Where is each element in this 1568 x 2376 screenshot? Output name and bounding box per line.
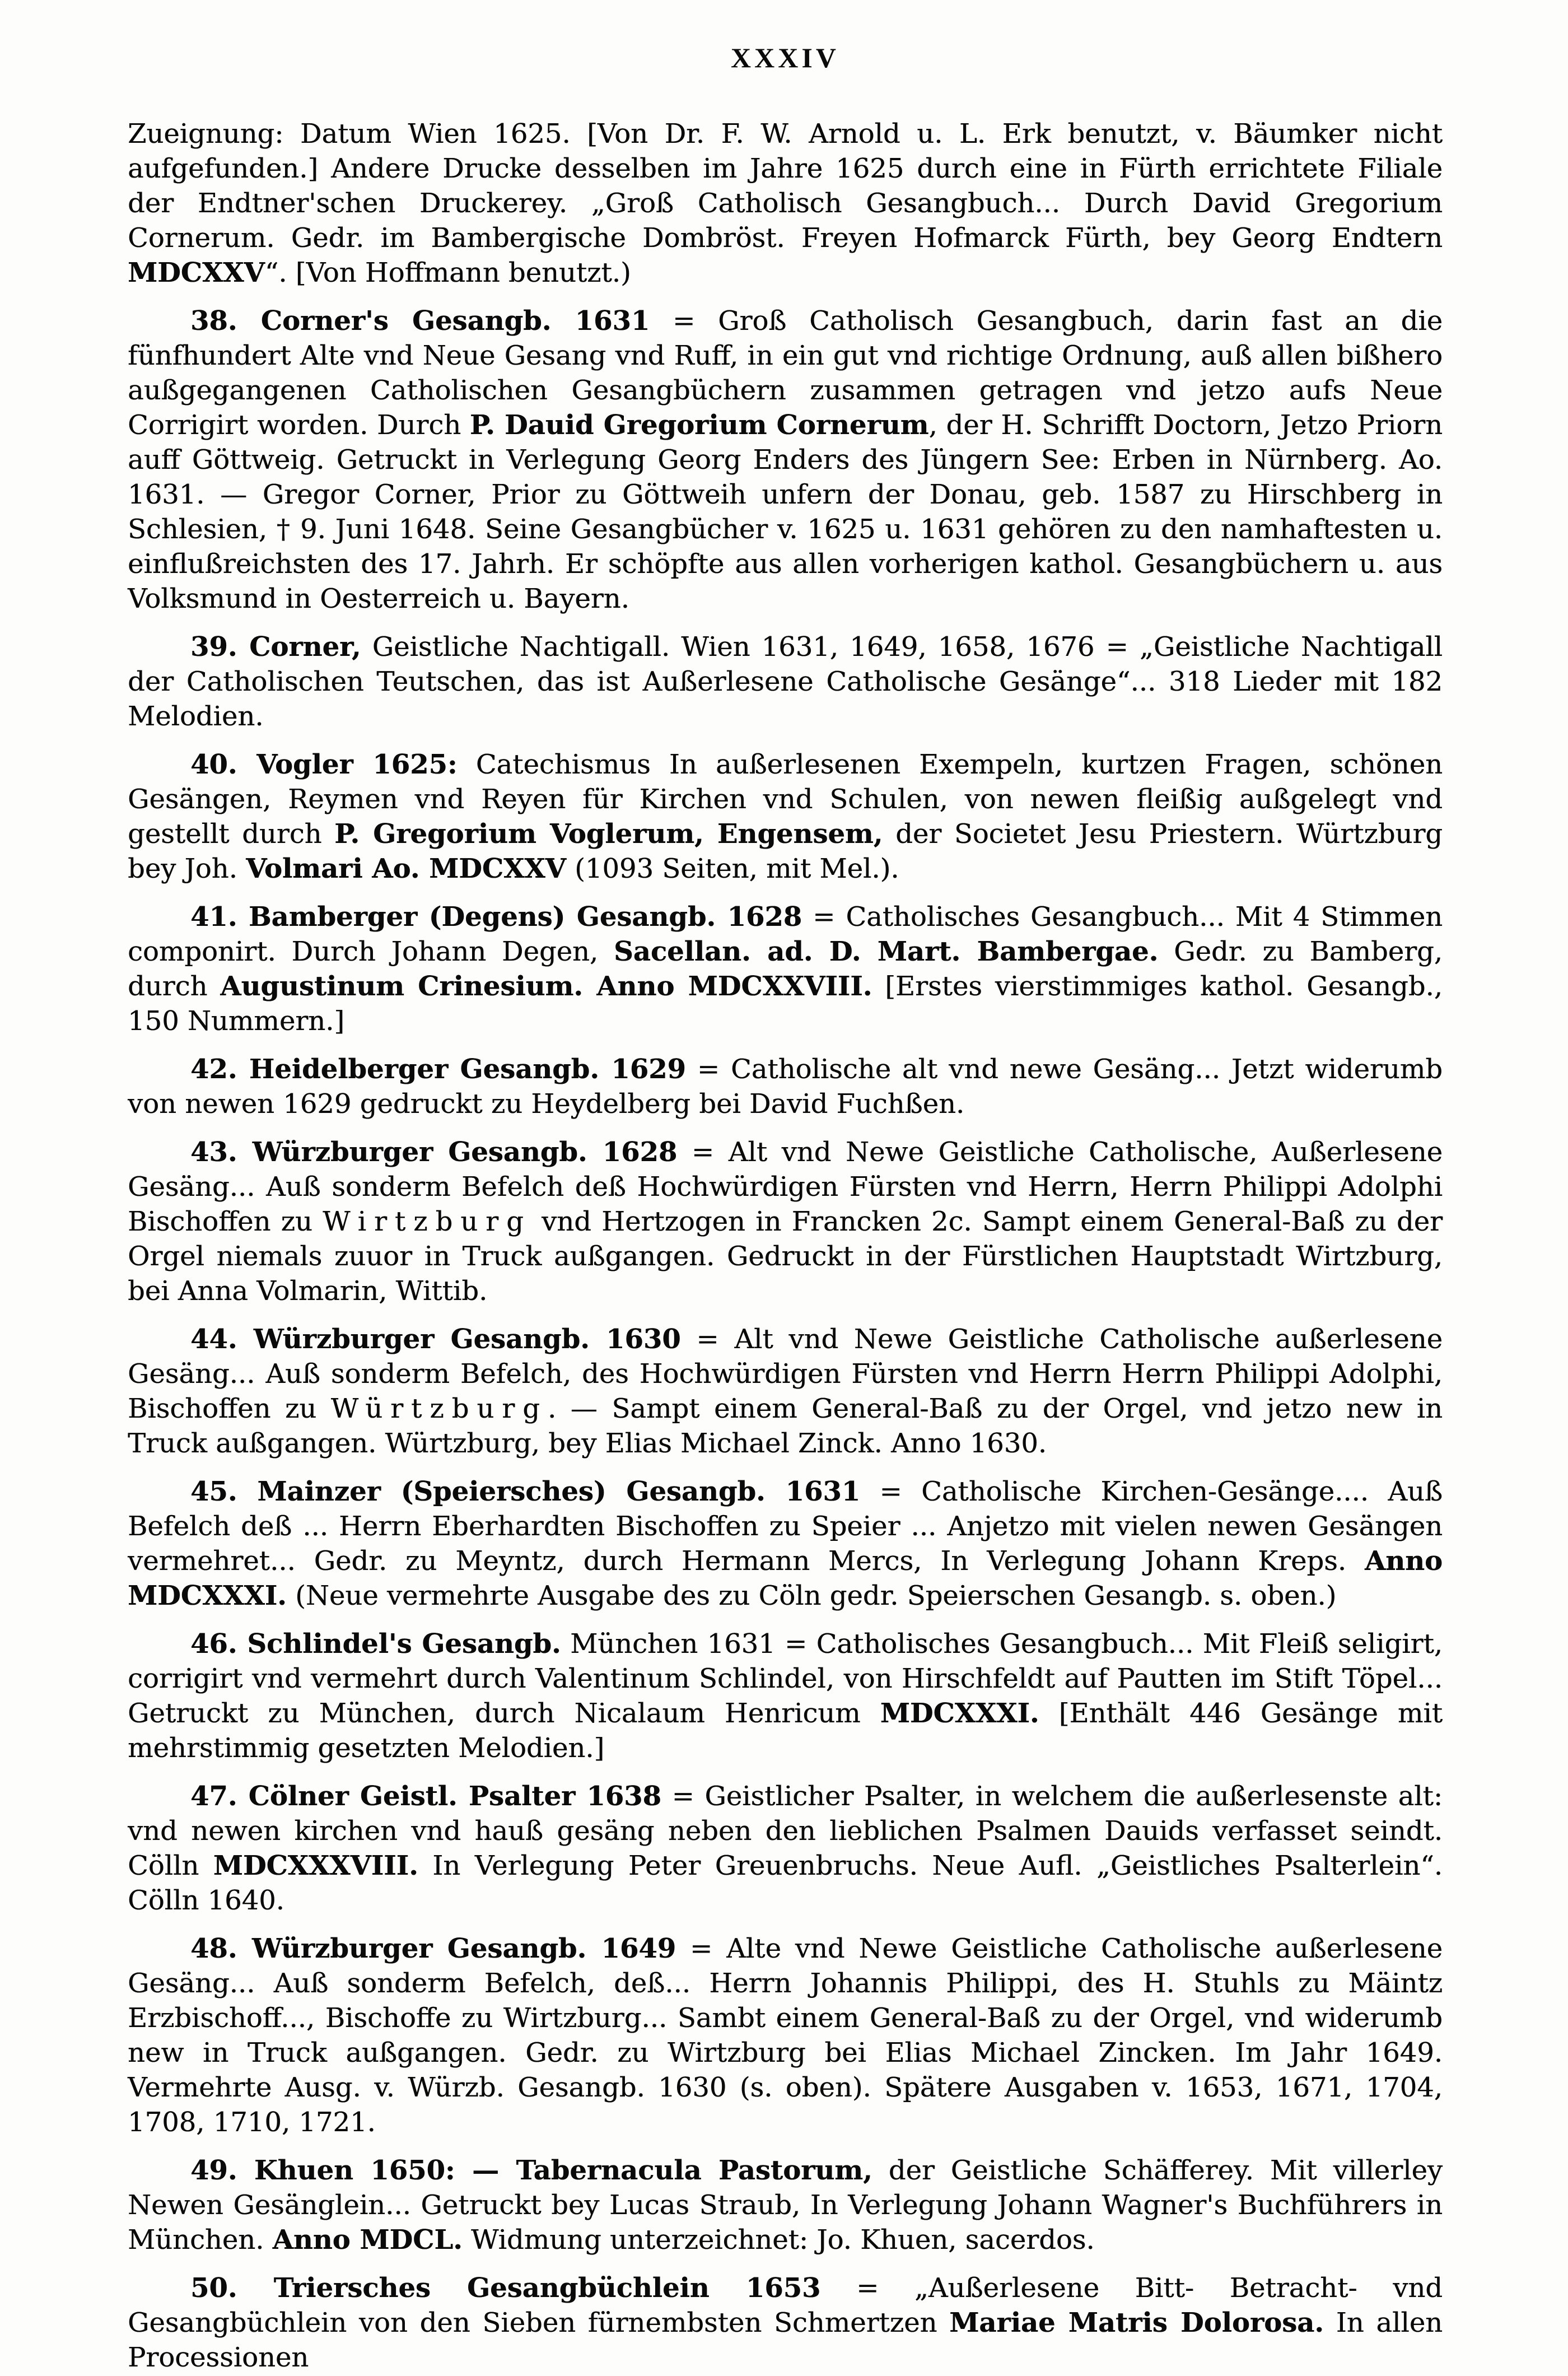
text-segment: MDCXXXVIII. — [213, 1850, 418, 1881]
text-segment: MDCXXV — [128, 257, 265, 288]
text-segment: = Catholische Kirchen-Gesänge.... Auß Befelch deß ... Herrn Eberhardten Bischoffen zu Speier ... Anjetzo mit vielen newen Gesängen vermehret... Gedr. zu Meyntz, durch Hermann Mercs, In Verlegung Johann Kreps. — [128, 1476, 1443, 1577]
text-segment: = Catholisches Gesangbuch... Mit 4 Stimmen componirt. Durch Johann Degen, — [128, 901, 1443, 967]
text-segment: 49. Khuen 1650: — Tabernacula Pastorum, — [190, 2155, 872, 2186]
text-segment: = Alt vnd Newe Geistliche Catholische, Außerlesene Gesäng... Auß sonderm Befelch deß Hochwürdigen Fürsten vnd Herrn, Herrn Philippi Adolphi Bischoffen zu — [128, 1136, 1443, 1237]
text-segment: der Geistliche Schäfferey. Mit villerley Newen Gesänglein... Getruckt bey Lucas Straub, In Verlegung Johann Wagner's Buchführers in München. — [128, 2155, 1443, 2256]
text-segment: Geistliche Nachtigall. Wien 1631, 1649, 1658, 1676 = „Geistliche Nachtigall der Catholischen Teutschen, das ist Außerlesene Catholische Gesänge“... 318 Lieder mit 182 Melodien. — [128, 631, 1443, 732]
entry-paragraph — [128, 2153, 1443, 2257]
text-segment: Volmari Ao. MDCXXV — [246, 853, 566, 884]
text-segment: 48. Würzburger Gesangb. 1649 — [190, 1933, 676, 1964]
entry-paragraph — [128, 1779, 1443, 1918]
text-segment: 38. Corner's Gesangb. 1631 — [190, 305, 650, 337]
entry-paragraph — [128, 1474, 1443, 1613]
entry-paragraph — [128, 1931, 1443, 2140]
text-segment: 47. Cölner Geistl. Psalter 1638 — [190, 1781, 661, 1812]
text-segment: 50. Triersches Gesangbüchlein 1653 — [190, 2272, 821, 2304]
text-segment: 41. Bamberger (Degens) Gesangb. 1628 — [190, 901, 802, 933]
text-segment: [Erstes vierstimmiges kathol. Gesangb., 150 Nummern.] — [128, 971, 1443, 1037]
entry-paragraph — [128, 117, 1443, 290]
text-segment: Widmung unterzeichnet: Jo. Khuen, sacerdos. — [462, 2224, 1095, 2256]
text-segment: 40. Vogler 1625: — [190, 749, 458, 780]
entry-paragraph — [128, 1135, 1443, 1308]
text-segment: P. Gregorium Voglerum, Engensem, — [334, 818, 883, 850]
text-segment: Anno MDCL. — [272, 2224, 463, 2256]
text-segment: Catechismus In außerlesenen Exempeln, kurtzen Fragen, schönen Gesängen, Reymen vnd Reyen für Kirchen vnd Schulen, von newen fleißig außgelegt vnd gestellt durch — [128, 749, 1443, 850]
text-segment: 43. Würzburger Gesangb. 1628 — [190, 1136, 678, 1168]
text-segment: 39. Corner, — [190, 631, 361, 663]
text-segment: = Catholische alt vnd newe Gesäng... Jetzt widerumb von newen 1629 gedruckt zu Heydelberg bei David Fuchßen. — [128, 1054, 1443, 1120]
text-segment: Wirtzburg — [323, 1206, 531, 1237]
text-segment: der Societet Jesu Priestern. Würtzburg bey Joh. — [128, 818, 1443, 884]
text-segment: = Groß Catholisch Gesangbuch, darin fast an die fünfhundert Alte vnd Neue Gesang vnd Ruff, in ein gut vnd richtige Ordnung, auß allen bißhero außgegangenen Catholischen Gesangbüchern zusammen getragen vnd jetzo aufs Neue Corrigirt worden. Durch — [128, 305, 1443, 441]
text-segment: 46. Schlindel's Gesangb. — [190, 1628, 561, 1660]
text-segment: , der H. Schrifft Doctorn, Jetzo Priorn auff Göttweig. Getruckt in Verlegung Georg Enders des Jüngern See: Erben in Nürnberg. Ao. 1631. — Gregor Corner, Prior zu Göttweih unfern der Donau, geb. 1587 zu Hirschberg in Schlesien, † 9. Juni 1648. Seine Gesangbücher v. 1625 u. 1631 gehören zu den namhaftesten u. einflußreichsten des 17. Jahrh. Er schöpfte aus allen vorherigen kathol. Gesangbüchern u. aus Volksmund in Oesterreich u. Bayern. — [128, 409, 1443, 614]
text-segment: In Verlegung Peter Greuenbruchs. Neue Aufl. „Geistliches Psalterlein“. Cölln 1640. — [128, 1850, 1443, 1916]
entry-paragraph — [128, 747, 1443, 886]
text-segment: = Geistlicher Psalter, in welchem die außerlesenste alt: vnd newen kirchen vnd hauß gesäng neben den lieblichen Psalmen Dauids verfasset seindt. Cölln — [128, 1781, 1443, 1881]
page-number: XXXIV — [731, 42, 839, 73]
text-segment: . — Sampt einem General-Baß zu der Orgel, vnd jetzo new in Truck außgangen. Würtzburg, bey Elias Michael Zinck. Anno 1630. — [128, 1393, 1443, 1459]
text-segment: vnd Hertzogen in Francken 2c. Sampt einem General-Baß zu der Orgel niemals zuuor in Truck außgangen. Gedruckt in der Fürstlichen Hauptstadt Wirtzburg, bei Anna Volmarin, Wittib. — [128, 1206, 1443, 1307]
text-segment: 44. Würzburger Gesangb. 1630 — [190, 1324, 681, 1355]
text-segment: Sacellan. ad. D. Mart. Bambergae. — [614, 936, 1159, 967]
text-segment: Gedr. zu Bamberg, durch — [128, 936, 1443, 1002]
text-block — [128, 117, 1443, 2375]
text-segment: Mariae Matris Dolorosa. — [949, 2307, 1324, 2338]
text-segment: 45. Mainzer (Speiersches) Gesangb. 1631 — [190, 1476, 861, 1507]
text-segment: 42. Heidelberger Gesangb. 1629 — [190, 1054, 686, 1085]
text-segment: München 1631 = Catholisches Gesangbuch... Mit Fleiß seligirt, corrigirt vnd vermehrt durch Valentinum Schlindel, von Hirschfeldt auf Pautten im Stift Töpel... Getruckt zu München, durch Nicalaum Henricum — [128, 1628, 1443, 1729]
text-segment: [Enthält 446 Gesänge mit mehrstimmig gesetzten Melodien.] — [128, 1698, 1443, 1764]
text-segment: “. [Von Hoffmann benutzt.) — [264, 257, 631, 288]
text-segment: = Alte vnd Newe Geistliche Catholische außerlesene Gesäng... Auß sonderm Befelch, deß... Herrn Johannis Philippi, des H. Stuhls zu Mäintz Erzbischoff..., Bischoffe zu Wirtzburg... Sambt einem General-Baß zu der Orgel, vnd widerumb new in Truck außgangen. Gedr. zu Wirtzburg bei Elias Michael Zincken. Im Jahr 1649. Vermehrte Ausg. v. Würzb. Gesangb. 1630 (s. oben). Spätere Ausgaben v. 1653, 1671, 1704, 1708, 1710, 1721. — [128, 1933, 1443, 2138]
text-segment: Würtzburg — [330, 1393, 548, 1424]
text-segment: In allen Processionen — [128, 2307, 1443, 2373]
text-segment: P. Dauid Gregorium Cornerum — [469, 409, 929, 441]
text-segment: Zueignung: Datum Wien 1625. [Von Dr. F. W. Arnold u. L. Erk benutzt, v. Bäumker nicht aufgefunden.] Andere Drucke desselben im Jahre 1625 durch eine in Fürth errichtete Filiale der Endtner'schen Druckerey. „Groß Catholisch Gesangbuch... Durch David Gregorium Cornerum. Gedr. im Bambergische Dombröst. Freyen Hofmarck Fürth, bey Georg Endtern — [128, 118, 1443, 254]
text-segment: (1093 Seiten, mit Mel.). — [566, 853, 899, 884]
entry-paragraph — [128, 304, 1443, 616]
text-segment: Anno MDCXXXI. — [128, 1545, 1443, 1611]
entry-paragraph — [128, 900, 1443, 1038]
entry-paragraph — [128, 1052, 1443, 1121]
text-segment: (Neue vermehrte Ausgabe des zu Cöln gedr. Speierschen Gesangb. s. oben.) — [286, 1580, 1337, 1611]
entry-paragraph — [128, 630, 1443, 734]
entry-paragraph — [128, 1627, 1443, 1765]
text-segment: MDCXXXI. — [880, 1698, 1039, 1729]
entry-paragraph — [128, 1322, 1443, 1461]
entry-paragraph — [128, 2271, 1443, 2375]
text-segment: = Alt vnd Newe Geistliche Catholische außerlesene Gesäng... Auß sonderm Befelch, des Hochwürdigen Fürsten vnd Herrn Herrn Philippi Adolphi, Bischoffen zu — [128, 1324, 1443, 1424]
text-segment: = „Außerlesene Bitt- Betracht- vnd Gesangbüchlein von den Sieben fürnembsten Schmertzen — [128, 2272, 1443, 2338]
text-segment: Augustinum Crinesium. Anno MDCXXVIII. — [220, 971, 872, 1002]
